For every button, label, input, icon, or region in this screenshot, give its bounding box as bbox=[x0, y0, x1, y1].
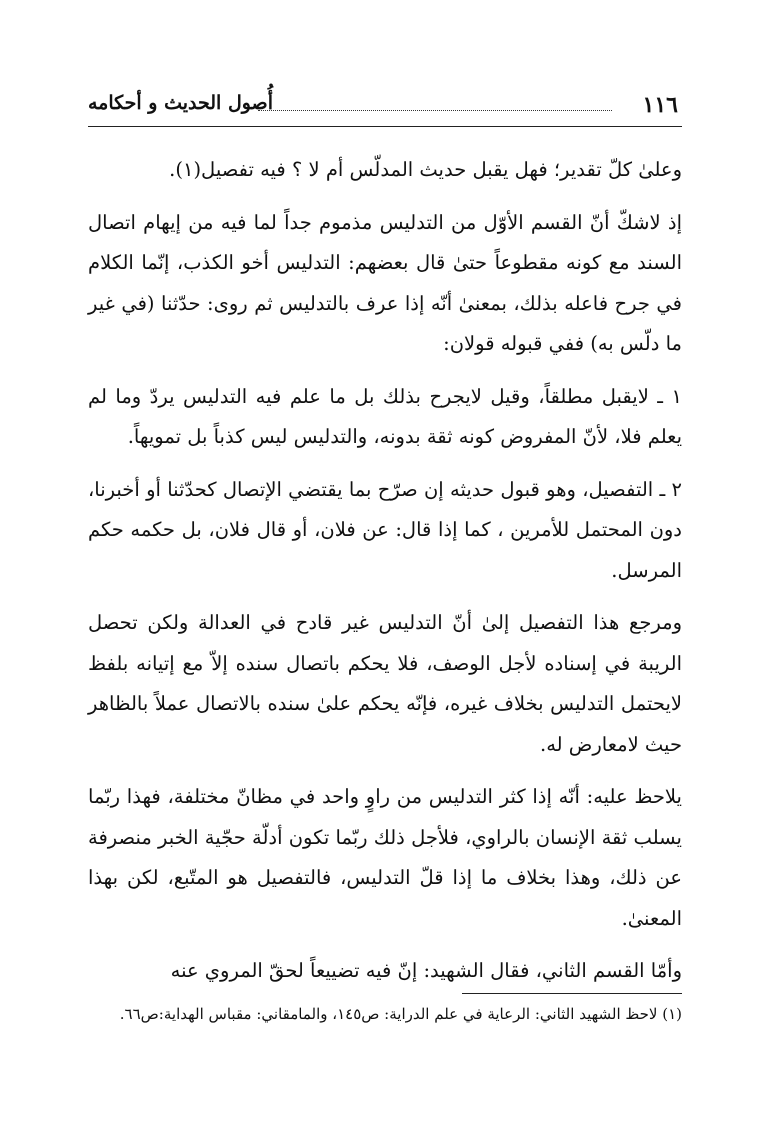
page-number: ١١٦ bbox=[642, 92, 678, 118]
footnote-rule bbox=[462, 993, 682, 994]
header-dotted-leader bbox=[258, 110, 612, 111]
paragraph-intro: وعلىٰ كلّ تقدير؛ فهل يقبل حديث المدلّس أم لا ؟ فيه تفصيل(١). bbox=[169, 158, 682, 181]
header-rule bbox=[88, 126, 682, 127]
paragraph-second-type: وأمّا القسم الثاني، فقال الشهيد: إنّ فيه تضييعاً لحقّ المروي عنه bbox=[170, 959, 682, 982]
footnote: (١) لاحظ الشهيد الثاني: الرعاية في علم الدراية: ص١٤٥، والمامقاني: مقباس الهداية:ص٦٦. bbox=[119, 1005, 682, 1023]
main-text bbox=[88, 150, 682, 1004]
paragraph-basis: ومرجع هذا التفصيل إلىٰ أنّ التدليس غير قادح في العدالة ولكن تحصل الريبة في إسناده لأجل الوصف، فلا يحكم باتصال سنده إلاّ مع إتيانه بلفظ لايحتمل التدليس بخلاف غيره، فإنّه يحكم علىٰ سنده بالاتصال عملاً بالظاهر حيث لامعارض له. bbox=[88, 611, 682, 756]
book-title: أُصول الحديث و أحكامه bbox=[88, 92, 273, 114]
running-head bbox=[88, 92, 678, 124]
paragraph-opinion-2: ٢ ـ التفصيل، وهو قبول حديثه إن صرّح بما يقتضي الإتصال كحدّثنا أو أخبرنا، دون المحتمل للأمرين ، كما إذا قال: عن فلان، أو قال فلان، بل حكمه حكم المرسل. bbox=[88, 477, 682, 582]
paragraph-first-type: إذ لاشكّ أنّ القسم الأوّل من التدليس مذموم جداً لما فيه من إيهام اتصال السند مع كونه مقطوعاً حتىٰ قال بعضهم: التدليس أخو الكذب، إنّما الكلام في جرح فاعله بذلك، بمعنىٰ أنّه إذا عرف بالتدليس ثم روى: حدّثنا (في غير ما دلّس به) ففي قبوله قولان: bbox=[88, 210, 682, 355]
paragraph-opinion-1: ١ ـ لايقبل مطلقاً، وقيل لايجرح بذلك بل ما علم فيه التدليس يردّ وما لم يعلم فلا، لأنّ المفروض كونه ثقة بدونه، والتدليس ليس كذباً بل تمويهاً. bbox=[88, 384, 682, 448]
paragraph-remark: يلاحظ عليه: أنّه إذا كثر التدليس من راوٍ واحد في مظانّ مختلفة، فهذا ربّما يسلب ثقة الإنسان بالراوي، فلأجل ذلك ربّما تكون أدلّة حجّية الخبر منصرفة عن ذلك، وهذا بخلاف ما إذا قلّ التدليس، فالتفصيل هو المتّبع، لكن بهذا المعنىٰ. bbox=[88, 785, 682, 930]
